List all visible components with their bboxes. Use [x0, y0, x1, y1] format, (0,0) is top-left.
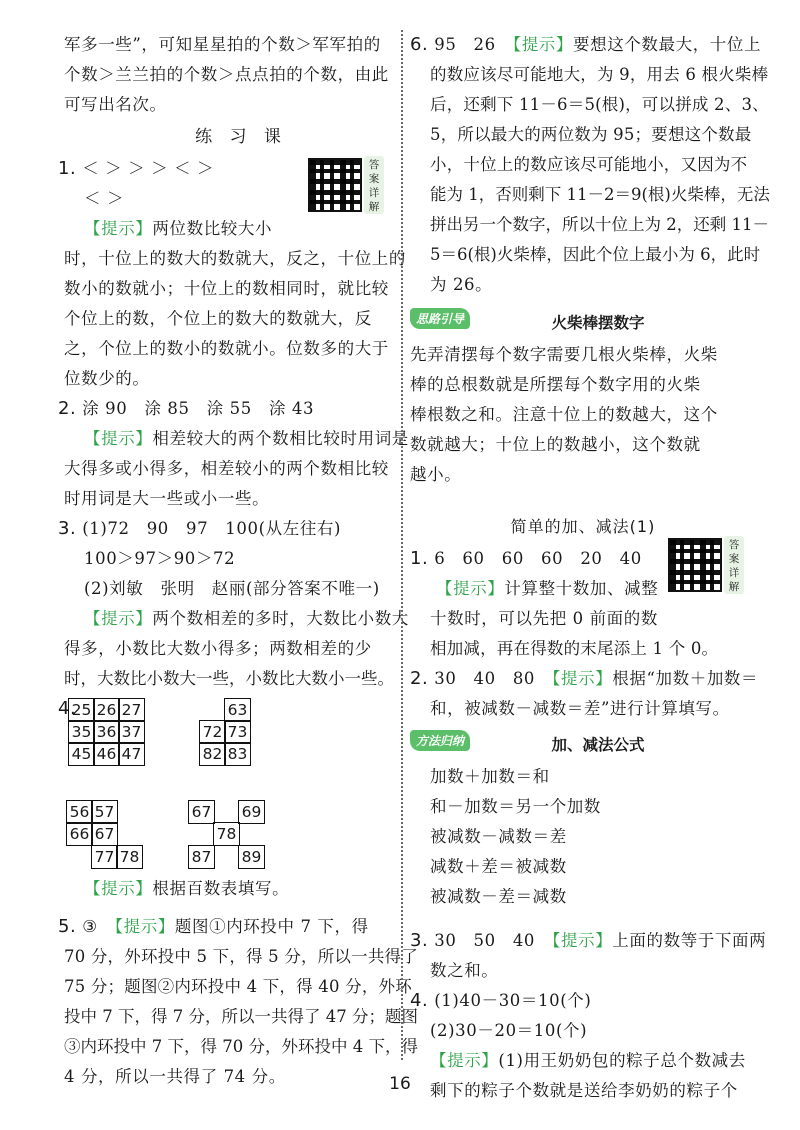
- grid-cell: 66: [66, 822, 93, 846]
- box-text: 棒的总根数就是所摆每个数字用的火柴: [410, 375, 701, 394]
- section-title-practice: 练 习 课: [195, 127, 287, 147]
- grid-cell: 83: [224, 742, 251, 766]
- tip-text: 投中 7 下，得 7 分，所以一共得了 47 分；题图: [64, 1007, 418, 1026]
- right-column: [410, 30, 770, 1106]
- grid-cell: 67: [188, 800, 215, 824]
- box-title: 火柴棒摆数字: [551, 314, 645, 332]
- tip-text: 能为 1，否则剩下 11－2＝9(根)火柴棒，无法: [430, 185, 770, 204]
- page-number: 16: [389, 1074, 411, 1094]
- box-text: 先弄清摆每个数字需要几根火柴棒，火柴: [410, 345, 718, 364]
- tip-text: 4 分，所以一共得了 74 分。: [64, 1067, 286, 1086]
- grid-cell: 67: [91, 822, 118, 846]
- tip-text: 5＝6(根)火柴棒，因此个位上最小为 6，此时: [430, 245, 761, 264]
- tip-text: (1)用王奶奶包的粽子总个数减去: [498, 1051, 746, 1070]
- tip-text: 大得多或小得多，相差较小的两个数相比较: [64, 459, 389, 478]
- grid-cell: 69: [238, 800, 265, 824]
- tip-text: 十数时，可以先把 0 前面的数: [430, 609, 658, 628]
- grid-cell: 27: [118, 698, 145, 722]
- question-number: 5.: [58, 916, 77, 937]
- tip-text: 位数少的。: [64, 369, 150, 388]
- thinking-guide-badge: 思路引导: [410, 308, 470, 329]
- grid-cell: 56: [66, 800, 93, 824]
- r4-answer-line1: (1)40－30＝10(个): [434, 991, 592, 1010]
- tip-text: 要想这个数最大，十位上: [573, 35, 762, 54]
- question-3: [58, 514, 409, 694]
- answer-detail-tag[interactable]: 答案详解: [724, 536, 744, 594]
- tip-text: 之，个位上的数小的数就小。位数多的大于: [64, 339, 389, 358]
- q5-answer: ③: [82, 917, 98, 936]
- tip-text: 75 分；题图②内环投中 4 下，得 40 分，外环: [64, 977, 412, 996]
- grid-cell: 77: [91, 845, 118, 869]
- question-number: 4.: [410, 990, 429, 1011]
- tip-text: 时，大数比小数大一些，小数比大数小一些。: [64, 669, 394, 688]
- question-6: [410, 30, 770, 300]
- question-number: 1.: [410, 548, 429, 569]
- grid-cell: 78: [116, 845, 143, 869]
- tip-text: 根据“加数＋加数＝: [612, 669, 759, 688]
- tip-label: 【提示】: [430, 1051, 499, 1070]
- grid-cell: 26: [93, 698, 120, 722]
- question-2: [58, 394, 409, 514]
- grid-cell: 37: [118, 720, 145, 744]
- grid-cell: 72: [199, 720, 226, 744]
- tip-text: 个位上的数，个位上的数大的数就大，反: [64, 309, 372, 328]
- qr-code[interactable]: [668, 538, 722, 592]
- tip-label: 【提示】: [436, 579, 505, 598]
- grid-cell: 63: [224, 698, 251, 722]
- formula: 加数＋加数＝和: [430, 767, 550, 786]
- tip-text: 时，十位上的数大的数就大，反之，十位上的: [64, 249, 406, 268]
- question-number: 4.: [58, 698, 77, 719]
- tip-text: 和，被减数－减数＝差”进行计算填写。: [430, 699, 730, 718]
- grid-cell: 82: [199, 742, 226, 766]
- tip-label: 【提示】: [84, 219, 153, 238]
- grid-cell: 87: [188, 845, 215, 869]
- q2-answer: 涂 90 涂 85 涂 55 涂 43: [82, 399, 315, 418]
- r2-answer: 30 40 80: [434, 669, 536, 688]
- answer-detail-tag[interactable]: 答案详解: [364, 156, 384, 214]
- method-summary-box: [410, 728, 756, 912]
- grid-cell: 25: [68, 698, 95, 722]
- tip-text: 上面的数等于下面两: [612, 931, 767, 950]
- tip-text: ③内环投中 7 下，得 70 分，外环投中 4 下，得: [64, 1037, 418, 1056]
- grid-cell: 57: [91, 800, 118, 824]
- tip-text: 计算整十数加、减整: [504, 579, 659, 598]
- question-number: 6.: [410, 34, 429, 55]
- qr-code[interactable]: [308, 158, 362, 212]
- q3-answer-line2: 100＞97＞90＞72: [84, 549, 236, 568]
- q3-answer-line1: (1)72 90 97 100(从左往右): [82, 519, 342, 538]
- r1-answer: 6 60 60 60 20 40: [434, 549, 642, 568]
- q3-answer-line3: (2)刘敏 张明 赵丽(部分答案不唯一): [84, 579, 380, 598]
- question-r2: [410, 664, 759, 724]
- box-text: 数就越大；十位上的数越小，这个数就: [410, 435, 701, 454]
- tip-text: 5，所以最大的两位数为 95；要想这个数最: [430, 125, 752, 144]
- question-number: 2.: [410, 668, 429, 689]
- tip-text: 两个数相差的多时，大数比小数大: [152, 609, 409, 628]
- formula: 被减数－减数＝差: [430, 827, 567, 846]
- tip-text: 数小的数就小；十位上的数相同时，就比较: [64, 279, 389, 298]
- grid-cell: 35: [68, 720, 95, 744]
- q1-answer-line1: ＜ ＞ ＞ ＞ ＜ ＞: [82, 159, 215, 178]
- q1-answer-line2: ＜ ＞: [84, 189, 125, 208]
- tip-text: 两位数比较大小: [152, 219, 273, 238]
- r4-answer-line2: (2)30－20＝10(个): [430, 1021, 588, 1040]
- box-text: 棒根数之和。注意十位上的数越大，这个: [410, 405, 718, 424]
- tip-text: 拼出另一个数字，所以十位上为 2，还剩 11－: [430, 215, 769, 234]
- question-number: 1.: [58, 158, 77, 179]
- tip-text: 根据百数表填写。: [152, 879, 290, 898]
- tip-label: 【提示】: [84, 879, 153, 898]
- grid-cell: 36: [93, 720, 120, 744]
- grid-cell: 47: [118, 742, 145, 766]
- box-text: 越小。: [410, 465, 462, 484]
- box-title: 加、减法公式: [551, 736, 645, 754]
- tip-label: 【提示】: [114, 917, 175, 936]
- tip-text: 相加减，再在得数的末尾添上 1 个 0。: [430, 639, 719, 658]
- q6-answer: 95 26: [434, 35, 496, 54]
- r3-answer: 30 50 40: [434, 931, 536, 950]
- tip-text: 剩下的粽子个数就是送给李奶奶的粽子个: [430, 1081, 738, 1100]
- tip-text: 小，十位上的数应该尽可能地小，又因为不: [430, 155, 748, 174]
- tip-text: 后，还剩下 11－6＝5(根)，可以拼成 2、3、: [430, 95, 769, 114]
- tip-label: 【提示】: [552, 669, 613, 688]
- grid-cell: 78: [213, 822, 240, 846]
- column-divider: [401, 30, 403, 1060]
- question-4: [58, 694, 394, 904]
- tip-text: 相差较大的两个数相比较时用词是: [152, 429, 409, 448]
- grid-cell: 73: [224, 720, 251, 744]
- question-number: 2.: [58, 398, 77, 419]
- intro-line: 个数＞兰兰拍的个数＞点点拍的个数，由此: [64, 65, 389, 84]
- tip-text: 的数应该尽可能地大，为 9，用去 6 根火柴棒: [430, 65, 769, 84]
- intro-line: 可写出名次。: [64, 95, 167, 114]
- formula: 和－加数＝另一个加数: [430, 797, 601, 816]
- question-number: 3.: [58, 518, 77, 539]
- tip-text: 为 26。: [430, 275, 493, 294]
- question-number: 3.: [410, 930, 429, 951]
- tip-text: 题图①内环投中 7 下，得: [174, 917, 369, 936]
- question-r3: [410, 926, 767, 986]
- grid-cell: 46: [93, 742, 120, 766]
- tip-label: 【提示】: [552, 931, 613, 950]
- tip-text: 得多，小数比大数小得多；两数相差的少: [64, 639, 372, 658]
- tip-text: 70 分，外环投中 5 下，得 5 分，所以一共得了: [64, 947, 418, 966]
- grid-cell: 45: [68, 742, 95, 766]
- question-r1: [410, 539, 756, 664]
- section-title-addition: 简单的加、减法(1): [510, 517, 656, 536]
- question-1: [58, 154, 406, 394]
- tip-label: 【提示】: [84, 609, 153, 628]
- tip-label: 【提示】: [512, 35, 573, 54]
- method-summary-badge: 方法归纳: [410, 730, 470, 751]
- formula: 被减数－差＝减数: [430, 887, 567, 906]
- grid-cell: 89: [238, 845, 265, 869]
- tip-label: 【提示】: [84, 429, 153, 448]
- tip-text: 时用词是大一些或小一些。: [64, 489, 270, 508]
- intro-line: 军多一些”，可知星星拍的个数＞军军拍的: [64, 35, 381, 54]
- tip-text: 数之和。: [430, 961, 499, 980]
- thinking-guide-box: [410, 306, 756, 490]
- formula: 减数＋差＝被减数: [430, 857, 567, 876]
